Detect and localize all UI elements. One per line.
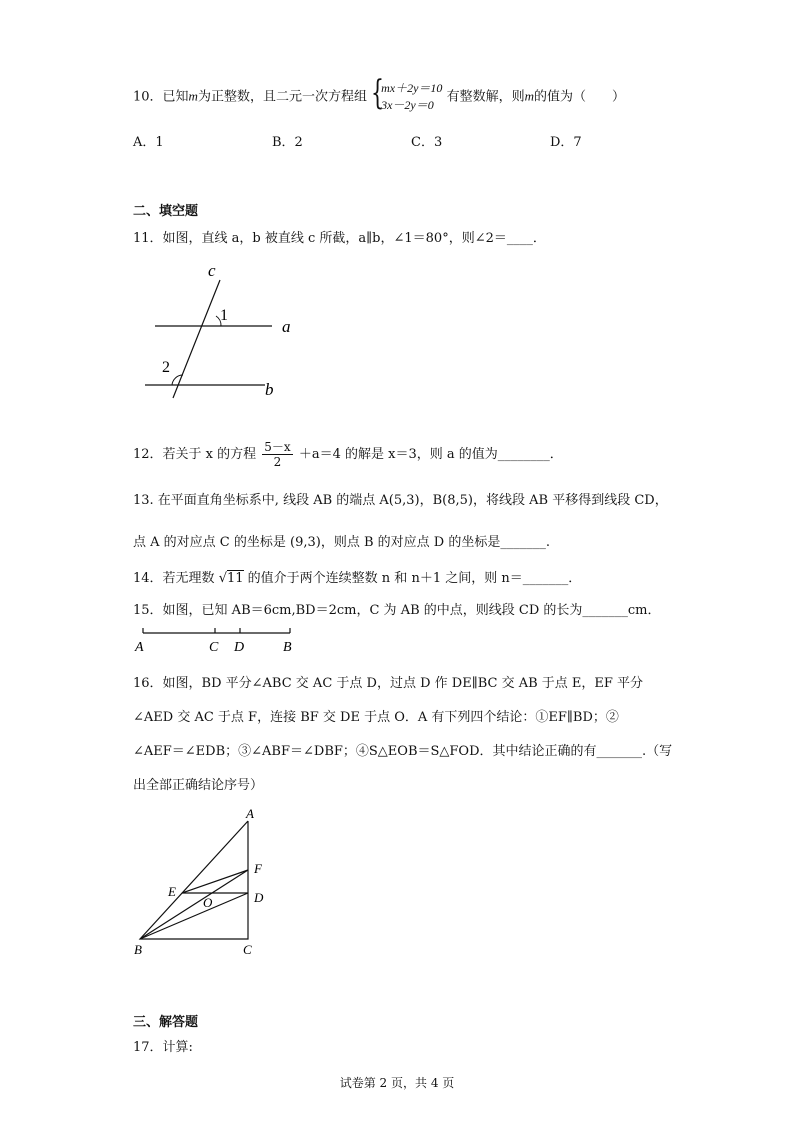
q16-triangle-figure [130,805,280,960]
section-heading-solutions: 三、解答题 [133,1015,199,1030]
q10-option-c: C．3 [411,135,443,150]
question-16-line3: ∠AEF＝∠EDB；③∠ABF＝∠DBF；④S△EOB＝S△FOD．其中结论正确的有_______.（写 [133,744,673,759]
label-angle-2: 2 [162,359,170,376]
label-point-d: D [234,640,245,655]
label-c: c [208,262,216,280]
q10-eq2: 3x－2y＝0 [381,98,434,112]
q10-mid: 为正整数，且二元一次方程组 [197,89,367,105]
question-17: 17．计算: [133,1040,193,1055]
question-12 [133,440,563,470]
q10-var-m2: m [524,88,534,104]
q12-denominator: 2 [273,455,282,469]
q11-parallel-lines-figure [140,262,310,402]
sqrt-icon: √ [218,571,227,586]
label-point-b: B [283,640,292,655]
label-vertex-b: B [134,942,142,957]
label-vertex-o: O [203,895,213,910]
question-11: 11．如图，直线 a，b 被直线 c 所截，a∥b，∠1＝80°，则∠2＝____． [133,231,546,246]
section-heading-fill-in: 二、填空题 [133,204,199,219]
q12-suffix: ＋a＝4 的解是 x＝3，则 a 的值为________． [298,447,563,462]
question-13-line1: 13. 在平面直角坐标系中, 线段 AB 的端点 A(5,3)，B(8,5)，将线段 AB 平移得到线段 CD， [133,493,668,508]
q12-prefix: 12．若关于 x 的方程 [133,447,257,462]
question-16-line4: 出全部正确结论序号） [133,778,264,793]
page-footer: 试卷第 2 页，共 4 页 [339,1076,455,1090]
label-a: a [282,317,291,336]
q10-eq1: mx＋2y＝10 [381,81,443,95]
question-15: 15．如图，已知 AB＝6cm,BD＝2cm，C 为 AB 的中点，则线段 CD 的长为_______cm． [133,603,661,618]
q14-suffix: 的值介于两个连续整数 n 和 n＋1 之间，则 n＝_______． [247,571,582,586]
q10-suffix: 有整数解，则 [446,89,525,105]
label-vertex-e: E [168,884,176,899]
label-vertex-a: A [246,806,254,821]
q15-segment-figure [133,625,303,657]
q10-equation-system [371,73,443,114]
label-b: b [265,380,274,399]
label-angle-1: 1 [220,307,228,324]
q10-prefix: 10．已知 [133,89,189,105]
q10-option-a: A．1 [133,135,164,150]
q14-prefix: 14．若无理数 [133,571,215,586]
label-vertex-c: C [243,942,252,957]
q10-tail: 的值为（ ） [533,89,625,105]
question-16-line1: 16．如图，BD 平分∠ABC 交 AC 于点 D，过点 D 作 DE∥BC 交 AB 于点 E，EF 平分 [133,676,644,691]
question-13-line2: 点 A 的对应点 C 的坐标是 (9,3)，则点 B 的对应点 D 的坐标是_______. [133,535,550,550]
segment-bd [140,893,248,939]
question-16-line2: ∠AED 交 AC 于点 F，连接 BF 交 DE 于点 O．A 有下列四个结论：①EF∥BD；② [133,710,619,725]
line-c [173,280,220,398]
brace-icon: { [371,73,385,113]
question-10 [133,73,625,114]
label-point-a: A [135,640,144,655]
q14-radicand: 11 [226,571,244,586]
q12-numerator: 5－x [264,440,291,454]
label-vertex-f: F [254,861,262,876]
q10-option-b: B．2 [272,135,303,150]
question-14 [133,567,581,586]
q10-option-d: D．7 [550,135,582,150]
q10-var-m: m [188,88,198,104]
label-vertex-d: D [254,890,264,905]
q12-fraction [262,440,292,469]
label-point-c: C [209,640,219,655]
